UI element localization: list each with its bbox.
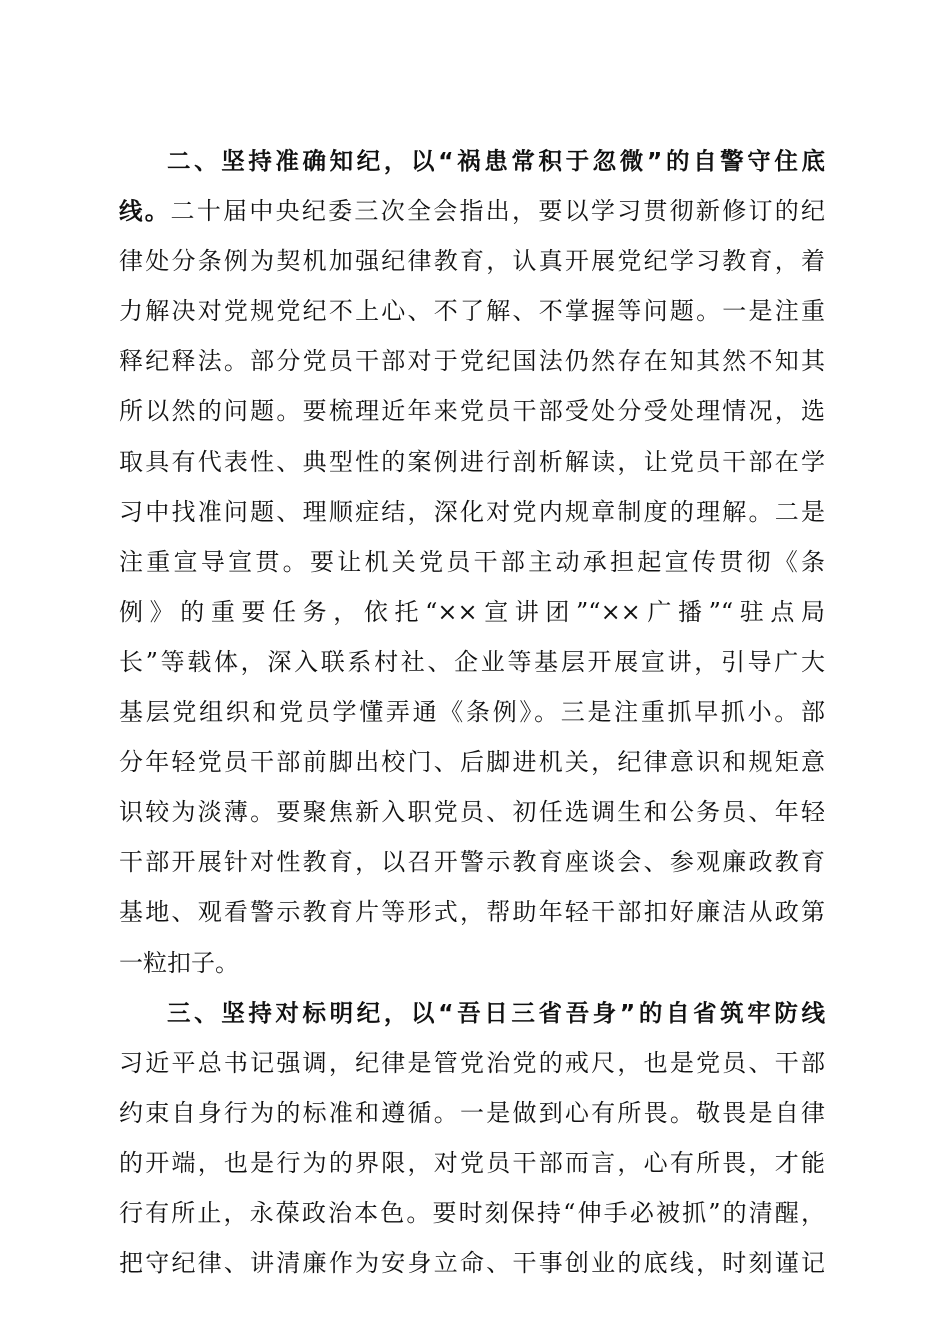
paragraph-2-line-4: [119, 286, 825, 336]
section-heading-2-end: 线。: [119, 197, 171, 226]
paragraph-3-line-6: [119, 1238, 825, 1288]
paragraph-2-line-16: [119, 887, 825, 937]
paragraph-2-line-11: [119, 637, 825, 687]
body-text: 把守纪律、讲清廉作为安身立命、干事创业的底线，时刻谨记: [119, 1249, 825, 1278]
section-heading-2: 二、坚持准确知纪，以“祸患常积于忽微”的自警守住底: [167, 147, 825, 175]
paragraph-3-line-5: [119, 1188, 825, 1238]
paragraph-2-line-14: [119, 787, 825, 837]
paragraph-2-line-13: [119, 737, 825, 787]
paragraph-2-line-8: [119, 487, 825, 537]
body-text: 习中找准问题、理顺症结，深化对党内规章制度的理解。二是: [119, 497, 825, 526]
body-text: 识较为淡薄。要聚焦新入职党员、初任选调生和公务员、年轻: [119, 798, 825, 827]
paragraph-3-line-3: [119, 1088, 825, 1138]
paragraph-3-line-1: [119, 988, 825, 1038]
paragraph-2-line-10: [119, 587, 825, 637]
body-text: 分年轻党员干部前脚出校门、后脚进机关，纪律意识和规矩意: [119, 748, 825, 777]
body-text: 二十届中央纪委三次全会指出，要以学习贯彻新修订的纪: [170, 197, 826, 226]
document-body: [119, 136, 825, 1288]
body-text: 律处分条例为契机加强纪律教育，认真开展党纪学习教育，着: [119, 247, 825, 276]
body-text: 取具有代表性、典型性的案例进行剖析解读，让党员干部在学: [119, 447, 825, 476]
body-text: 习近平总书记强调，纪律是管党治党的戒尺，也是党员、干部: [119, 1048, 825, 1077]
body-text: 例》的重要任务，依托“××宣讲团”“××广播”“驻点局: [119, 597, 825, 626]
paragraph-2-line-6: [119, 386, 825, 436]
body-text: 释纪释法。部分党员干部对于党纪国法仍然存在知其然不知其: [119, 347, 825, 376]
body-text: 注重宣导宣贯。要让机关党员干部主动承担起宣传贯彻《条: [119, 547, 825, 576]
section-heading-3: 三、坚持对标明纪，以“吾日三省吾身”的自省筑牢防线: [167, 998, 825, 1027]
paragraph-2-line-3: [119, 236, 825, 286]
paragraph-2-line-15: [119, 837, 825, 887]
paragraph-2-line-1: [119, 136, 825, 186]
paragraph-2-line-5: [119, 336, 825, 386]
paragraph-2-line-2: [119, 186, 825, 236]
body-text: 行有所止，永葆政治本色。要时刻保持“伸手必被抓”的清醒，: [119, 1198, 825, 1227]
body-text: 基地、观看警示教育片等形式，帮助年轻干部扣好廉洁从政第: [119, 898, 825, 927]
body-text: 力解决对党规党纪不上心、不了解、不掌握等问题。一是注重: [119, 297, 825, 326]
paragraph-3-line-4: [119, 1138, 825, 1188]
body-text: 所以然的问题。要梳理近年来党员干部受处分受处理情况，选: [119, 397, 825, 426]
paragraph-3-line-2: [119, 1038, 825, 1088]
paragraph-2-line-9: [119, 537, 825, 587]
body-text: 一粒扣子。: [119, 948, 239, 977]
body-text: 基层党组织和党员学懂弄通《条例》。三是注重抓早抓小。部: [119, 698, 825, 727]
body-text: 干部开展针对性教育，以召开警示教育座谈会、参观廉政教育: [119, 848, 825, 877]
paragraph-2-line-12: [119, 687, 825, 737]
paragraph-2-line-17: [119, 938, 825, 988]
body-text: 的开端，也是行为的界限，对党员干部而言，心有所畏，才能: [119, 1148, 825, 1177]
paragraph-2-line-7: [119, 437, 825, 487]
body-text: 约束自身行为的标准和遵循。一是做到心有所畏。敬畏是自律: [119, 1098, 825, 1127]
body-text: 长”等载体，深入联系村社、企业等基层开展宣讲，引导广大: [119, 647, 825, 676]
